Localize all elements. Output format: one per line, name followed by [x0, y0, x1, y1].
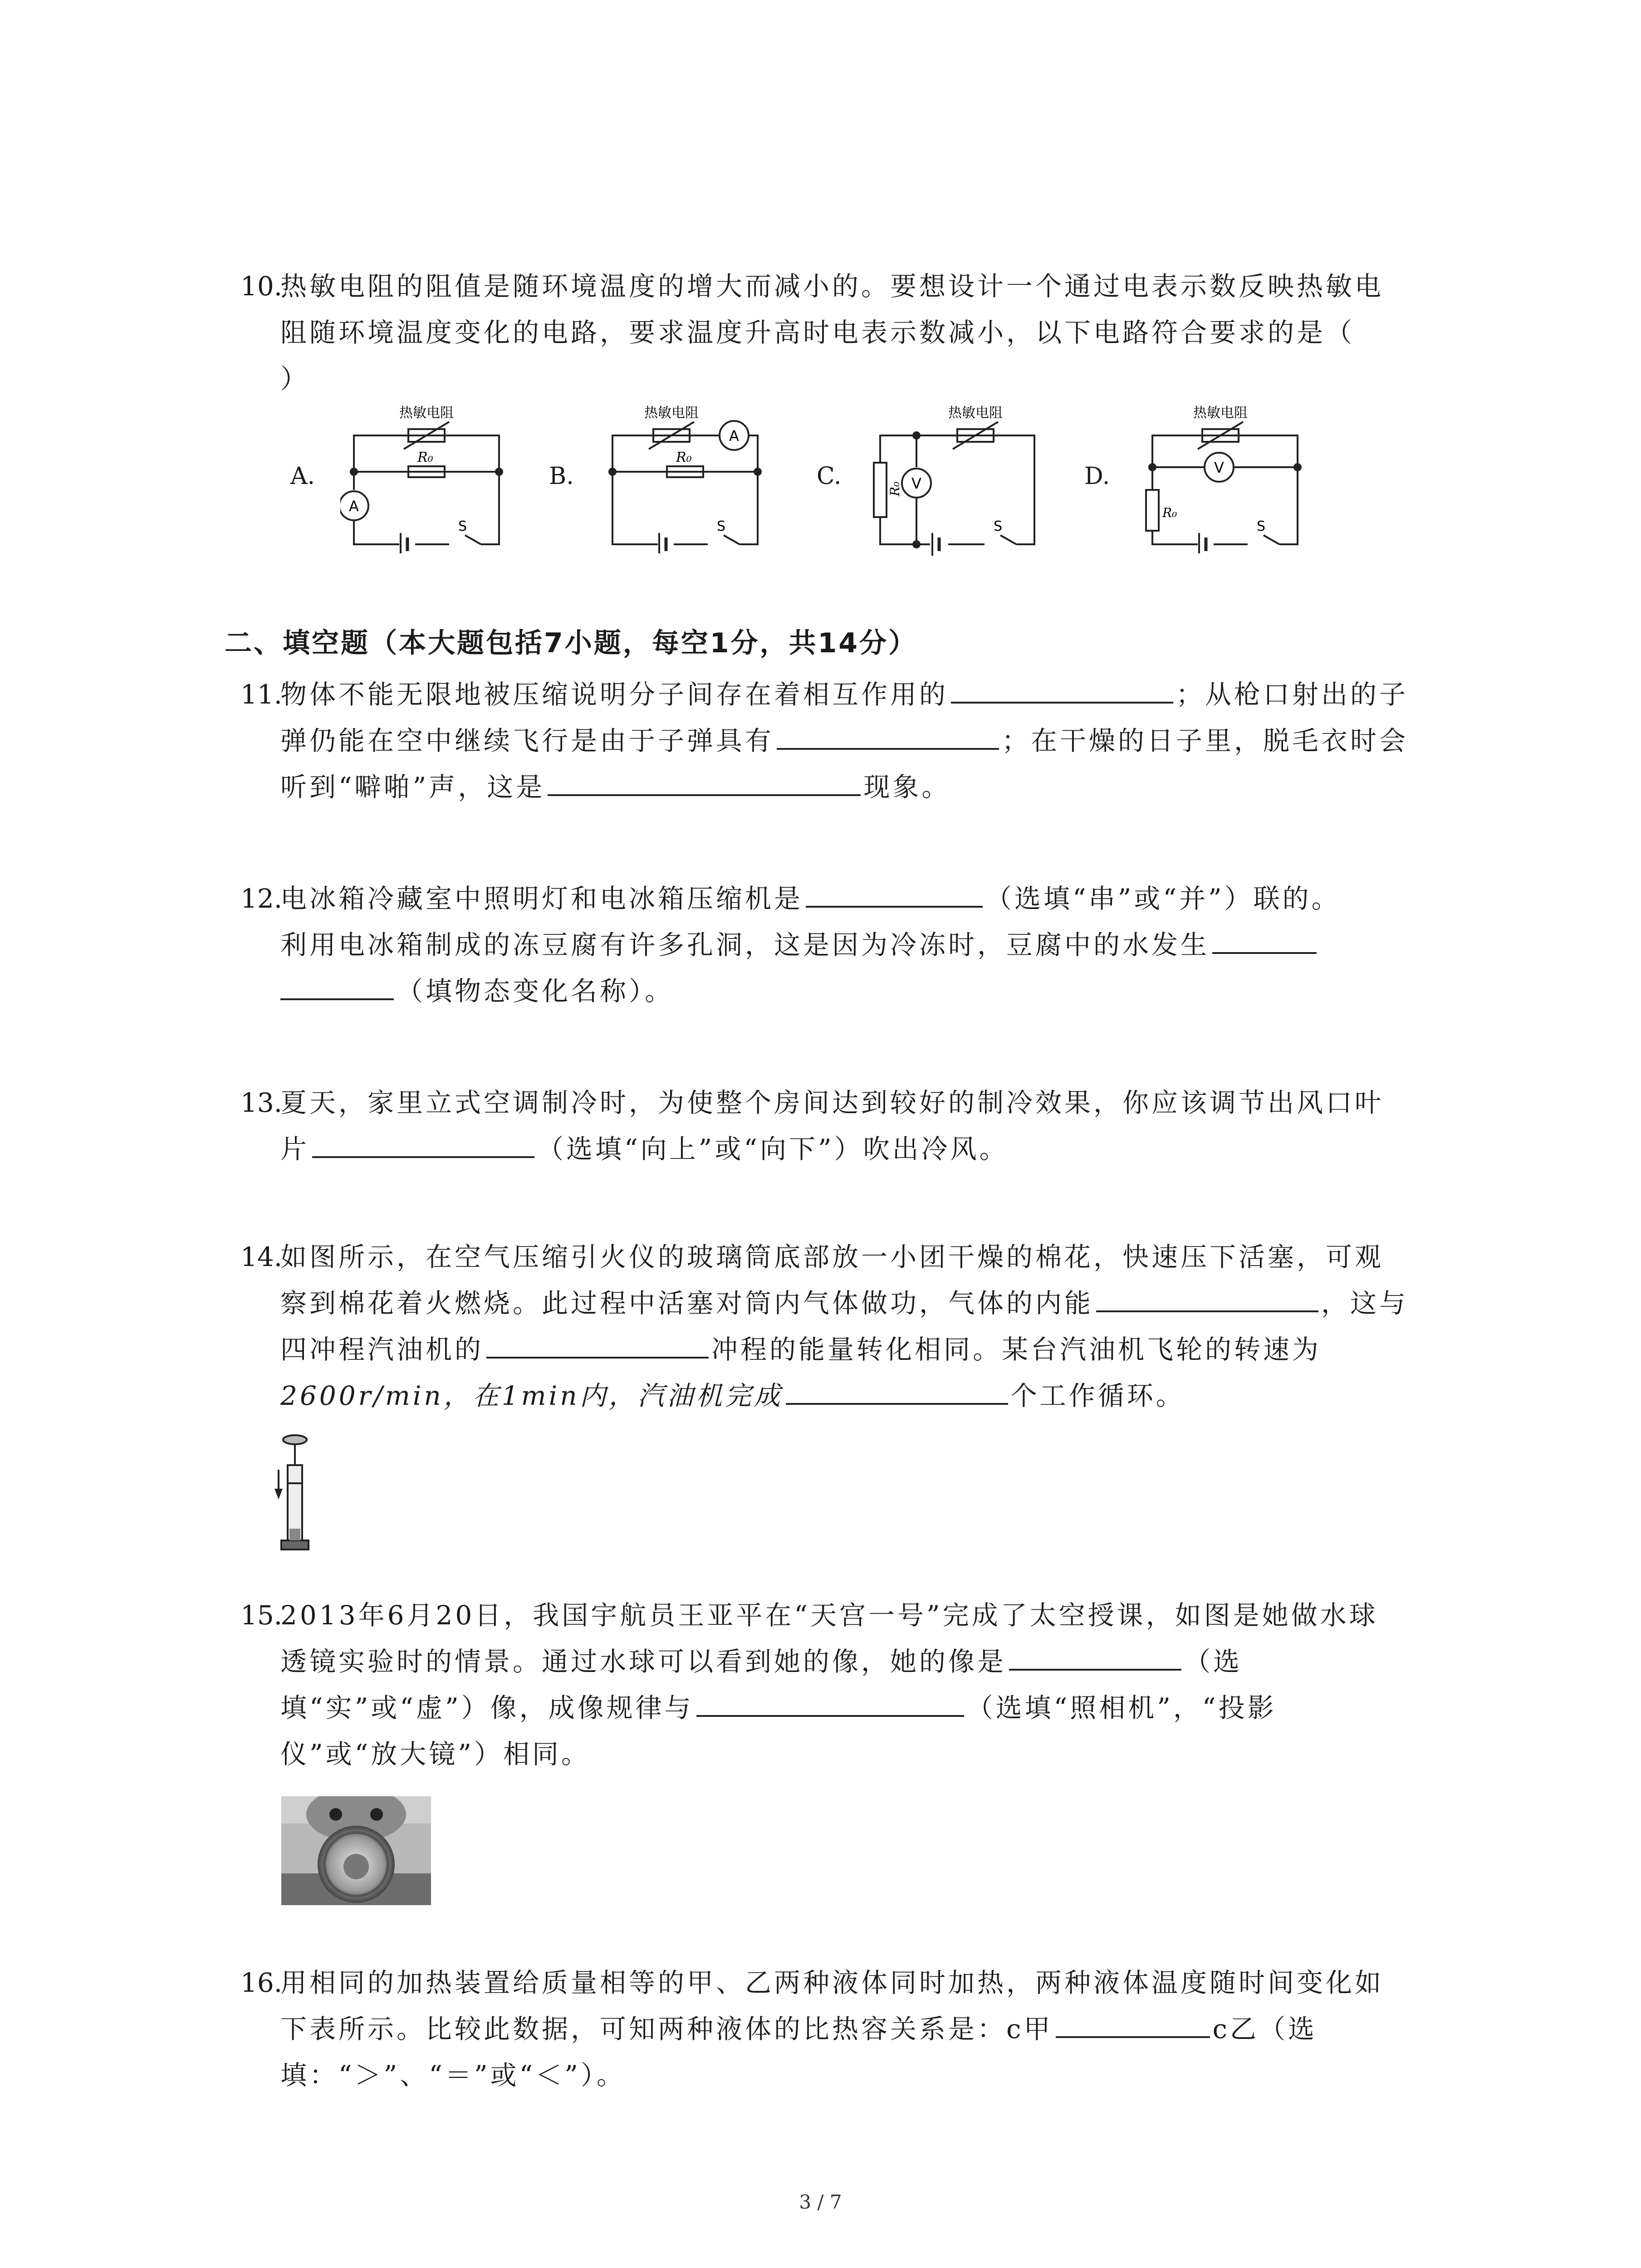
switch-label: S: [994, 518, 1003, 534]
text-line: ）: [280, 363, 310, 394]
question-number: 14.: [240, 1242, 283, 1272]
circuit-d-diagram: [1139, 399, 1320, 553]
thermistor-label: 热敏电阻: [644, 405, 699, 421]
circuit-options: [281, 399, 1325, 562]
question-15: [240, 1592, 1456, 1777]
text-line: 如图所示，在空气压缩引火仪的玻璃筒底部放一小团干燥的棉花，快速压下活塞，可观: [280, 1242, 1384, 1272]
text-span: 个工作循环。: [1010, 1380, 1185, 1411]
circuit-b-diagram: [599, 399, 771, 553]
text-span: 填“实”或“虚”）像，成像规律与: [280, 1692, 694, 1723]
voltmeter-label: V: [1214, 459, 1224, 476]
option-b-label: B.: [549, 463, 574, 490]
question-14: [240, 1234, 1456, 1419]
thermistor-label: 热敏电阻: [399, 405, 454, 421]
thermistor-label: 热敏电阻: [948, 405, 1003, 421]
answer-blank[interactable]: [786, 1376, 1008, 1405]
text-span: ；从枪口射出的子: [1176, 679, 1409, 710]
text-line: 仪”或“放大镜”）相同。: [280, 1739, 590, 1769]
switch-label: S: [1257, 518, 1266, 534]
answer-blank[interactable]: [696, 1688, 964, 1717]
text-span: 电冰箱冷藏室中照明灯和电冰箱压缩机是: [280, 883, 803, 914]
text-span: 物体不能无限地被压缩说明分子间存在着相互作用的: [280, 679, 949, 710]
text-line: 热敏电阻的阻值是随环境温度的增大而减小的。要想设计一个通过电表示数反映热敏电: [280, 271, 1384, 302]
ammeter-label: A: [349, 498, 359, 515]
question-text: [280, 1234, 1456, 1419]
text-span: 2600r/min，在1min内，汽油机完成: [280, 1380, 783, 1411]
option-d-label: D.: [1084, 463, 1110, 490]
question-16: [240, 1960, 1456, 2098]
resistor-label: R₀: [887, 481, 902, 496]
answer-blank[interactable]: [1212, 925, 1317, 954]
text-line: 阻随环境温度变化的电路，要求温度升高时电表示数减小，以下电路符合要求的是（: [280, 317, 1355, 348]
page-number: 3 / 7: [799, 2191, 842, 2213]
air-compression-igniter-figure: [272, 1433, 318, 1556]
question-text: [280, 1592, 1456, 1777]
circuit-a-diagram: [340, 399, 513, 553]
ammeter-label: A: [729, 427, 739, 445]
text-span: 现象。: [863, 772, 951, 802]
text-span: 弹仍能在空中继续飞行是由于子弹具有: [280, 725, 774, 756]
answer-blank[interactable]: [951, 675, 1173, 704]
text-span: ，这与: [1321, 1288, 1409, 1319]
answer-blank[interactable]: [806, 879, 983, 908]
question-number: 16.: [240, 1967, 283, 1998]
answer-blank-continued[interactable]: [280, 971, 394, 1000]
text-line: 夏天，家里立式空调制冷时，为使整个房间达到较好的制冷效果，你应该调节出风口叶: [280, 1087, 1384, 1118]
text-span: （选填“串”或“并”）联的。: [985, 883, 1341, 914]
resistor-label: R₀: [417, 450, 433, 465]
text-span: 片: [280, 1134, 310, 1164]
voltmeter-label: V: [911, 475, 921, 492]
resistor-label: R₀: [676, 450, 692, 465]
answer-blank[interactable]: [486, 1330, 709, 1359]
question-number: 13.: [240, 1087, 283, 1118]
question-13: [240, 1080, 1456, 1172]
text-span: 听到“噼啪”声，这是: [280, 772, 545, 802]
question-number: 15.: [240, 1600, 283, 1631]
question-text: [280, 875, 1456, 1014]
text-span: （选填“向上”或“向下”）吹出冷风。: [537, 1134, 1009, 1164]
question-11: [240, 671, 1456, 810]
question-text: [280, 671, 1456, 810]
answer-blank[interactable]: [312, 1129, 534, 1158]
section-title: 二、填空题（本大题包括7小题，每空1分，共14分）: [225, 627, 917, 659]
text-span: （选: [1184, 1646, 1243, 1677]
answer-blank[interactable]: [548, 767, 861, 796]
question-text: [280, 263, 1456, 402]
text-span: 利用电冰箱制成的冻豆腐有许多孔洞，这是因为冷冻时，豆腐中的水发生: [280, 929, 1210, 960]
option-c-label: C.: [817, 463, 842, 490]
option-a-label: A.: [290, 463, 315, 490]
text-span: 冲程的能量转化相同。某台汽油机飞轮的转速为: [711, 1334, 1322, 1365]
text-line: 用相同的加热装置给质量相等的甲、乙两种液体同时加热，两种液体温度随时间变化如: [280, 1967, 1384, 1998]
question-text: [280, 1080, 1456, 1172]
water-ball-lens-photo: [281, 1796, 431, 1905]
text-line: 2013年6月20日，我国宇航员王亚平在“天宫一号”完成了太空授课，如图是她做水球: [280, 1600, 1378, 1631]
question-text: [280, 1960, 1456, 2098]
text-span: （选填“照相机”，“投影: [966, 1692, 1277, 1723]
question-12: [240, 875, 1456, 1014]
switch-label: S: [458, 518, 467, 534]
switch-label: S: [717, 518, 726, 534]
text-span: 四冲程汽油机的: [280, 1334, 484, 1365]
answer-blank[interactable]: [777, 721, 999, 750]
thermistor-label: 热敏电阻: [1193, 405, 1248, 421]
text-span: ；在干燥的日子里，脱毛衣时会: [1002, 725, 1409, 756]
text-span: （填物态变化名称）。: [397, 976, 674, 1007]
answer-blank[interactable]: [1096, 1283, 1318, 1312]
text-span: 下表所示。比较此数据，可知两种液体的比热容关系是：c甲: [280, 2014, 1053, 2044]
resistor-label: R₀: [1162, 505, 1177, 520]
question-number: 10.: [240, 271, 283, 302]
question-10: [240, 263, 1456, 402]
text-span: 透镜实验时的情景。通过水球可以看到她的像，她的像是: [280, 1646, 1007, 1677]
answer-blank[interactable]: [1009, 1642, 1181, 1671]
text-span: 察到棉花着火燃烧。此过程中活塞对筒内气体做功，气体的内能: [280, 1288, 1094, 1319]
circuit-c-diagram: [867, 399, 1048, 562]
answer-blank[interactable]: [1056, 2009, 1210, 2038]
question-number: 11.: [240, 679, 283, 710]
text-line: 填：“＞”、“＝”或“＜”）。: [280, 2060, 626, 2091]
text-span: c乙（选: [1212, 2014, 1317, 2044]
question-number: 12.: [240, 883, 283, 914]
